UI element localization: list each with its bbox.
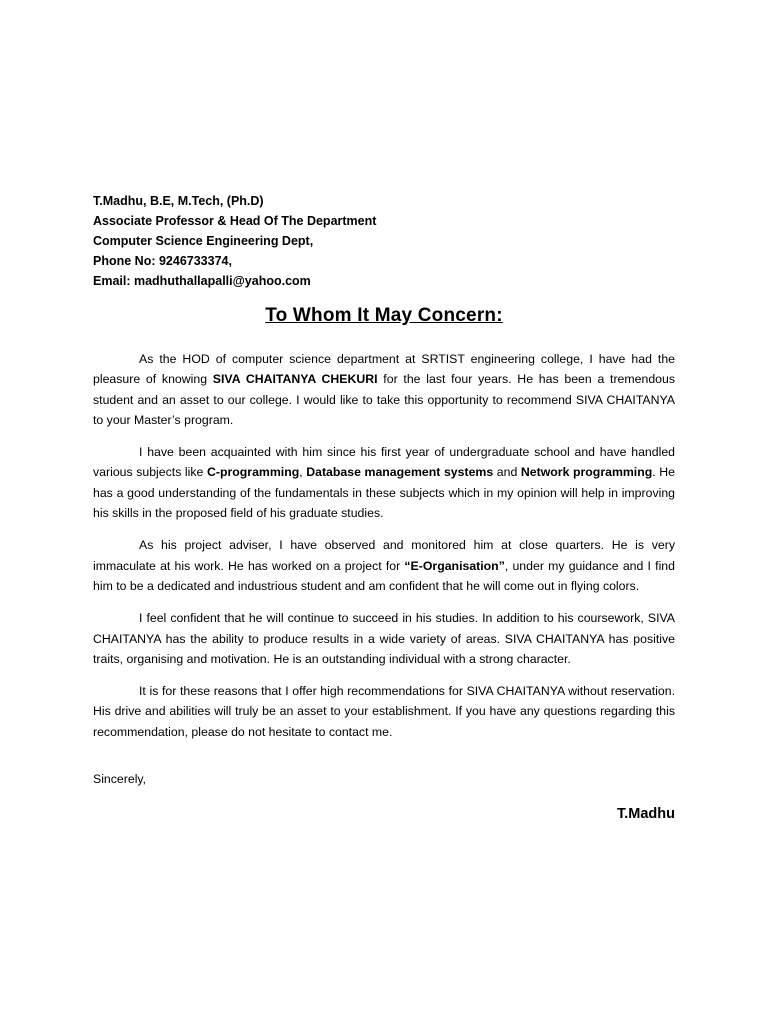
paragraph-3 bbox=[93, 535, 675, 596]
letter-title: To Whom It May Concern: bbox=[265, 305, 503, 326]
paragraph-3-text-c: , under my guidance and I find him to be a dedicated and industrious student and am confident that he will come out in flying colors. bbox=[93, 558, 675, 593]
sender-name: T.Madhu, B.E, M.Tech, (Ph.D) bbox=[93, 194, 264, 208]
paragraph-2-text-e: and bbox=[493, 465, 521, 480]
paragraph-1-text-c: for the last four years. He has been a tremendous student and an asset to our college. I would like to take this opportunity to recommend SIVA CHAITANYA to your Master’s program. bbox=[93, 372, 675, 427]
student-name: SIVA CHAITANYA CHEKURI bbox=[212, 372, 378, 387]
paragraph-1 bbox=[93, 349, 675, 430]
paragraph-2-text-g: . He has a good understanding of the fundamentals in these subjects which in my opinion will help in improving his skills in the proposed field of his graduate studies. bbox=[93, 465, 675, 521]
subject-c-programming: C-programming bbox=[206, 465, 300, 480]
closing-salutation: Sincerely, bbox=[93, 772, 147, 786]
sender-phone: Phone No: 9246733374, bbox=[93, 254, 232, 268]
paragraph-5: It is for these reasons that I offer high recommendations for SIVA CHAITANYA without reservation. His drive and abilities will truly be an asset to your establishment. If you have any questions regarding this recommendation, please do not hesitate to contact me. bbox=[93, 684, 675, 739]
signature: T.Madhu bbox=[617, 806, 675, 822]
paragraph-1-text-a: As the HOD of computer science department at SRTIST engineering college, I have had the pleasure of knowing bbox=[93, 352, 675, 387]
paragraph-2-text-c: , bbox=[299, 465, 307, 480]
sender-department: Computer Science Engineering Dept, bbox=[93, 234, 314, 248]
paragraph-2-text-a: I have been acquainted with him since his first year of undergraduate school and have handled various subjects like bbox=[93, 445, 675, 480]
paragraph-3-text-a: As his project adviser, I have observed and monitored him at close quarters. He is very immaculate at his work. He has worked on a project for bbox=[93, 538, 675, 573]
sender-email: Email: madhuthallapalli@yahoo.com bbox=[93, 274, 311, 288]
paragraph-2 bbox=[93, 442, 675, 523]
subject-network-programming: Network programming bbox=[520, 465, 653, 480]
sender-header bbox=[93, 191, 376, 291]
paragraph-4: I feel confident that he will continue to succeed in his studies. In addition to his coursework, SIVA CHAITANYA has the ability to produce results in a wide variety of areas. SIVA CHAITANYA has positive traits, organising and motivation. He is an outstanding individual with a strong character. bbox=[93, 611, 675, 666]
sender-position: Associate Professor & Head Of The Department bbox=[93, 214, 377, 228]
letter-body bbox=[93, 349, 675, 754]
project-name: “E-Organisation” bbox=[404, 558, 505, 573]
subject-dbms: Database management systems bbox=[306, 465, 494, 480]
